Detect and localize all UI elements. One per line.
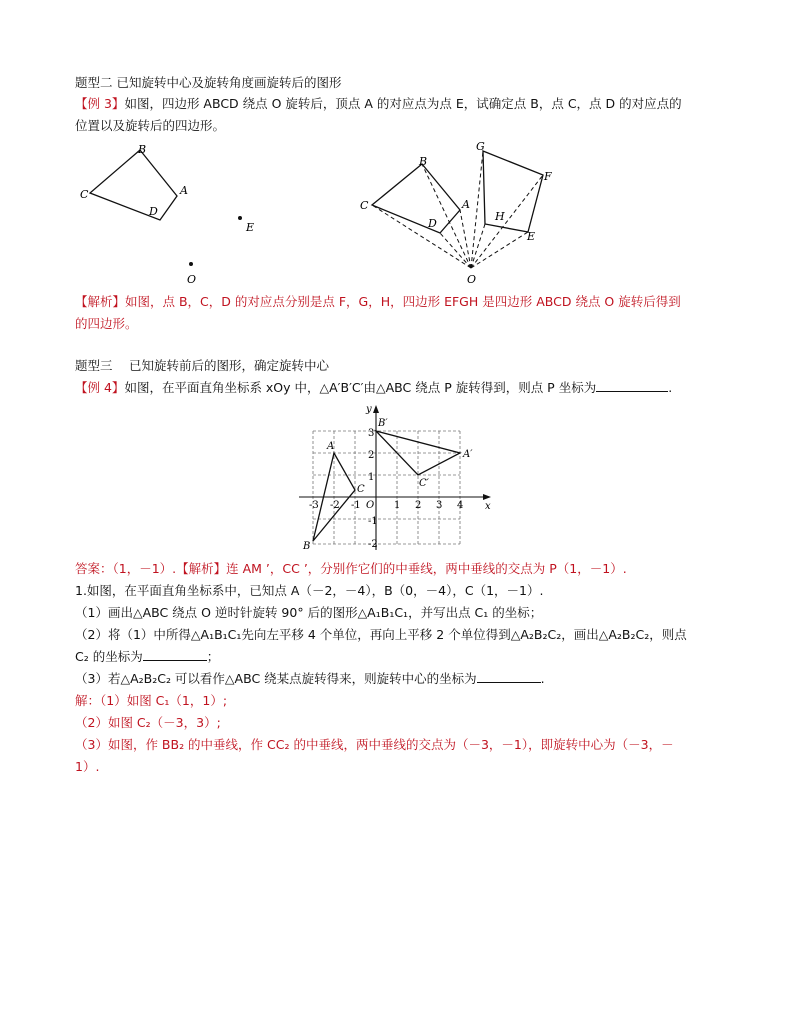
label-a: A <box>180 184 188 197</box>
problem1-q3-end: . <box>540 671 545 686</box>
problem1-q3 <box>75 671 545 687</box>
grid-lines <box>313 431 460 544</box>
label-b: B <box>303 541 311 552</box>
problem1-q3-text: （3）若△A₂B₂C₂ 可以看作△ABC 绕某点旋转得来，则旋转中心的坐标为 <box>75 671 477 686</box>
analysis-line2: 的四边形。 <box>75 316 138 331</box>
figure-quadrilateral-abcd <box>70 138 270 288</box>
label-c: C <box>80 188 89 201</box>
y-tick: 3 <box>368 428 375 439</box>
example3-line1 <box>75 96 682 112</box>
point-o <box>189 262 193 266</box>
label-b: B <box>138 143 147 156</box>
x-tick: -3 <box>309 500 319 511</box>
section2-heading: 题型二 已知旋转中心及旋转角度画旋转后的图形 <box>75 75 342 90</box>
quadrilateral-abcd <box>372 164 460 233</box>
example4-end: . <box>668 380 673 395</box>
problem1-q2-line1: （2）将（1）中所得△A₁B₁C₁先向左平移 4 个单位，再向上平移 2 个单位得到△A₂B₂C₂，画出△A₂B₂C₂，则点 <box>75 627 687 642</box>
dashed-lines <box>372 151 543 268</box>
problem1-q2-end: ； <box>206 649 220 664</box>
label-a: A <box>327 441 335 452</box>
answer-blank-c2[interactable] <box>143 649 207 661</box>
label-o: O <box>467 273 477 286</box>
label-d: D <box>149 205 158 218</box>
origin-label: O <box>366 500 375 511</box>
answer-blank-center[interactable] <box>477 671 541 683</box>
problem1-stem: 1.如图，在平面直角坐标系中，已知点 A（－2，－4），B（0，－4），C（1，－1）. <box>75 583 544 598</box>
label-a: A <box>462 198 470 211</box>
x-axis-label: x <box>485 501 491 512</box>
label-c-prime: C′ <box>419 478 429 489</box>
solution-line2: （2）如图 C₂（－3，3）; <box>75 715 221 730</box>
coordinate-grid-figure <box>295 400 505 552</box>
problem1-q2-text: C₂ 的坐标为 <box>75 649 143 664</box>
solution-line3: （3）如图，作 BB₂ 的中垂线，作 CC₂ 的中垂线，两中垂线的交点为（－3，－1），即旋转中心为（－3，－ <box>75 737 674 752</box>
quadrilateral-efgh <box>483 151 543 232</box>
label-c: C <box>357 484 365 495</box>
label-a-prime: A′ <box>463 449 473 460</box>
y-tick: 1 <box>368 472 375 483</box>
x-tick: 3 <box>436 500 443 511</box>
label-g: G <box>476 140 485 153</box>
solution-line4: 1）. <box>75 759 100 774</box>
analysis-line1: 【解析】如图，点 B，C，D 的对应点分别是点 F，G，H，四边形 EFGH 是四边形 ABCD 绕点 O 旋转后得到 <box>75 294 681 309</box>
answer-blank[interactable] <box>596 380 668 392</box>
label-c: C <box>360 199 369 212</box>
example4-answer: 答案：（1，－1）.【解析】连 AM ’，CC ’，分别作它们的中垂线，两中垂线的交点为 P（1，－1）. <box>75 561 627 576</box>
label-h: H <box>495 210 505 223</box>
label-o: O <box>187 273 197 286</box>
section3-heading: 题型三 已知旋转前后的图形，确定旋转中心 <box>75 358 329 373</box>
figure-rotation-construction <box>350 138 570 288</box>
example3-line2: 位置以及旋转后的四边形。 <box>75 118 226 133</box>
quadrilateral-abcd <box>90 150 177 220</box>
example4-text: 如图，在平面直角坐标系 xOy 中，△A′B′C′由△ABC 绕点 P 旋转得到，则点 P 坐标为 <box>124 380 597 395</box>
problem1-q2-line2 <box>75 649 219 665</box>
label-b-prime: B′ <box>378 418 388 429</box>
problem1-q1: （1）画出△ABC 绕点 O 逆时针旋转 90° 后的图形△A₁B₁C₁，并写出点 C₁ 的坐标； <box>75 605 543 620</box>
example4-tag: 【例 4】 <box>75 380 125 395</box>
y-tick: -1 <box>368 516 378 527</box>
solution-line1: 解：（1）如图 C₁（1，1）; <box>75 693 228 708</box>
y-tick: 2 <box>368 450 375 461</box>
x-tick: -1 <box>351 500 361 511</box>
x-tick: 1 <box>394 500 401 511</box>
y-tick: -2 <box>368 539 378 550</box>
x-tick: -2 <box>330 500 340 511</box>
label-d: D <box>428 217 437 230</box>
point-e <box>238 216 242 220</box>
example4-line <box>75 380 672 396</box>
x-axis-arrow <box>483 494 491 500</box>
x-tick: 2 <box>415 500 422 511</box>
label-e: E <box>246 221 255 234</box>
label-f: F <box>544 170 552 183</box>
y-axis-label: y <box>366 404 372 415</box>
y-axis-arrow <box>373 405 379 413</box>
label-e: E <box>527 230 536 243</box>
example3-text1: 如图，四边形 ABCD 绕点 O 旋转后，顶点 A 的对应点为点 E，试确定点 B，点 C，点 D 的对应点的 <box>124 96 682 111</box>
label-b: B <box>419 155 428 168</box>
x-tick: 4 <box>457 500 464 511</box>
example3-tag: 【例 3】 <box>75 96 125 111</box>
